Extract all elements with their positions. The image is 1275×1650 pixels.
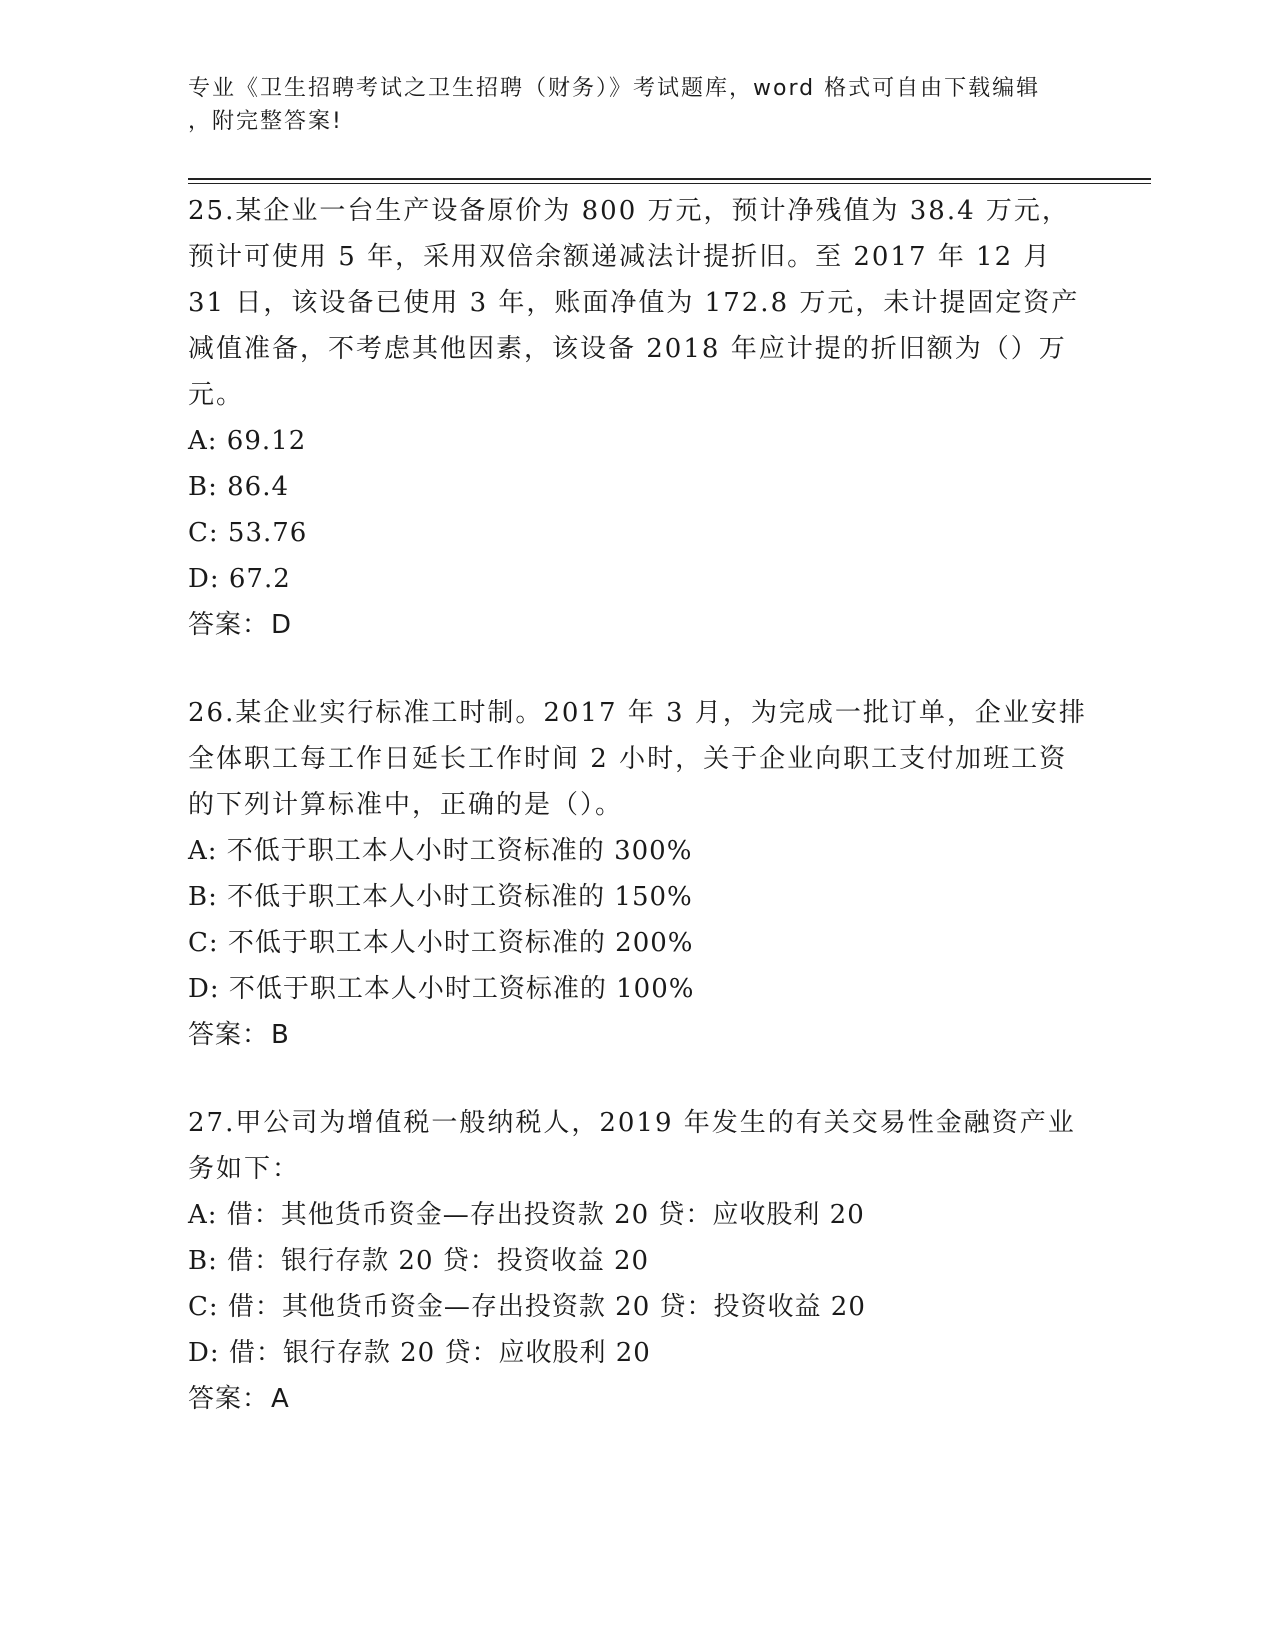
answer-value: D xyxy=(271,610,293,640)
option-c: C: 不低于职工本人小时工资标准的 200% xyxy=(188,928,694,958)
header-divider xyxy=(188,178,1151,180)
answer-line xyxy=(188,602,1088,648)
option-c: C: 借：其他货币资金—存出投资款 20 贷：投资收益 20 xyxy=(188,1292,866,1322)
header-line-1: 专业《卫生招聘考试之卫生招聘（财务）》考试题库，word 格式可自由下载编辑 xyxy=(188,76,1041,101)
question-27 xyxy=(188,1100,1088,1422)
option-b: B: 不低于职工本人小时工资标准的 150% xyxy=(188,882,693,912)
question-26 xyxy=(188,690,1088,1058)
option-a: A: 69.12 xyxy=(188,426,307,456)
option-b: B: 借：银行存款 20 贷：投资收益 20 xyxy=(188,1246,650,1276)
answer-label: 答案： xyxy=(188,610,270,640)
answer-label: 答案： xyxy=(188,1020,270,1050)
option-a: A: 借：其他货币资金—存出投资款 20 贷：应收股利 20 xyxy=(188,1200,865,1230)
answer-value: B xyxy=(271,1020,290,1050)
option-d: D: 借：银行存款 20 贷：应收股利 20 xyxy=(188,1338,651,1368)
question-25 xyxy=(188,188,1088,648)
answer-value: A xyxy=(271,1384,290,1414)
option-b: B: 86.4 xyxy=(188,472,290,502)
option-c: C: 53.76 xyxy=(188,518,308,548)
answer-line xyxy=(188,1012,1088,1058)
answer-line xyxy=(188,1376,1088,1422)
question-text: 26.某企业实行标准工时制。2017 年 3 月，为完成一批订单，企业安排全体职工每工作日延长工作时间 2 小时，关于企业向职工支付加班工资的下列计算标准中，正确的是（）。 xyxy=(188,698,1087,820)
question-text: 27.甲公司为增值税一般纳税人，2019 年发生的有关交易性金融资产业务如下： xyxy=(188,1108,1076,1184)
header-line-2: ，附完整答案! xyxy=(188,109,343,134)
header-divider-thin xyxy=(188,183,1151,184)
question-text: 25.某企业一台生产设备原价为 800 万元，预计净残值为 38.4 万元，预计可使用 5 年，采用双倍余额递减法计提折旧。至 2017 年 12 月 31 日，该设备已使用 3 年，账面净值为 172.8 万元，未计提固定资产减值准备，不考虑其他因素，该设备 2018 年应计提的折旧额为（）万元。 xyxy=(188,196,1080,410)
answer-label: 答案： xyxy=(188,1384,270,1414)
document-header xyxy=(188,72,1088,138)
option-d: D: 不低于职工本人小时工资标准的 100% xyxy=(188,974,695,1004)
option-a: A: 不低于职工本人小时工资标准的 300% xyxy=(188,836,693,866)
question-list xyxy=(188,188,1088,1464)
option-d: D: 67.2 xyxy=(188,564,291,594)
